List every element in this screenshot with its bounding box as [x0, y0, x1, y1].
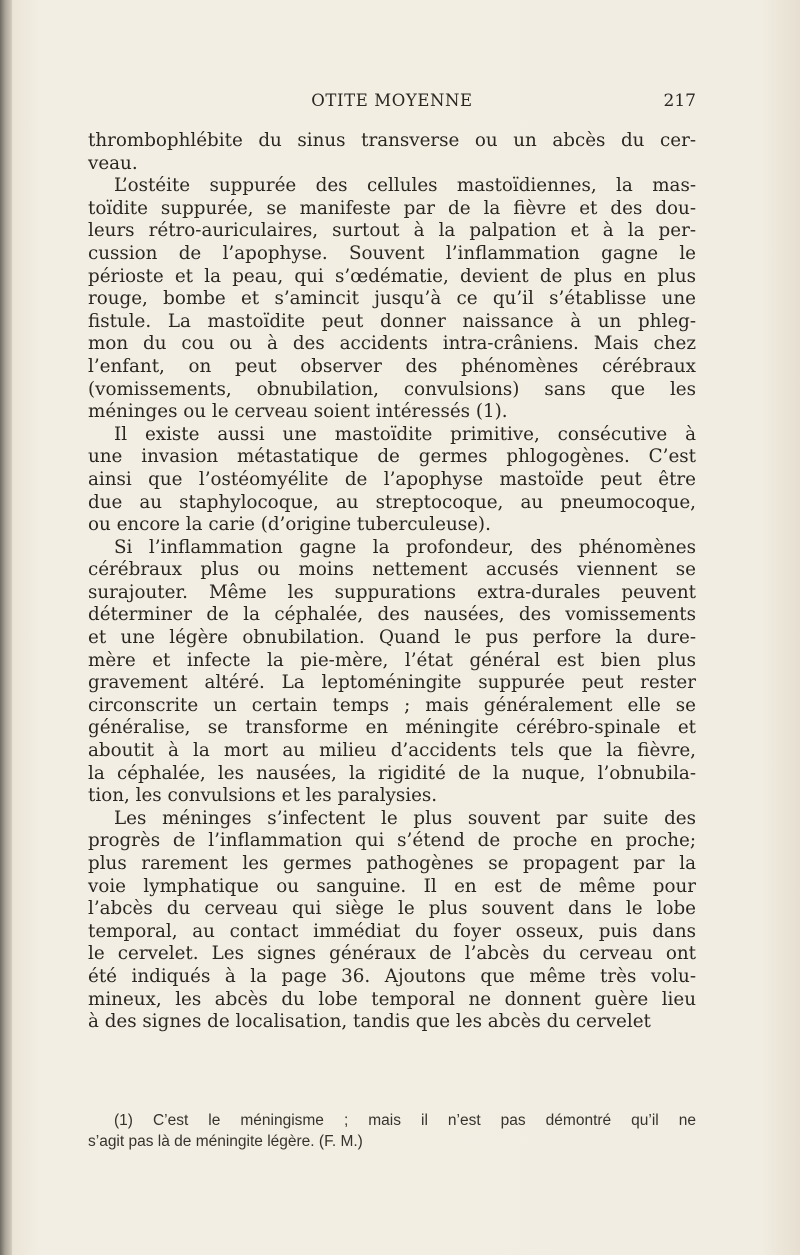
text-line: tion, les convulsions et les paralysies.	[88, 785, 438, 807]
text-line: temporal, au contact immédiat du foyer osseux, puis dans	[88, 920, 696, 942]
text-line: Si l’inflammation gagne la profondeur, des phénomènes	[114, 536, 696, 558]
paragraph	[88, 424, 696, 537]
footnotes	[88, 1110, 696, 1152]
text-line: aboutit à la mort au milieu d’accidents tels que la fièvre,	[88, 740, 696, 762]
footnote-line: s’agit pas là de méningite légère. (F. M.)	[88, 1133, 363, 1150]
paragraph	[88, 537, 696, 808]
text-line: Les méninges s’infectent le plus souvent par suite des	[114, 807, 696, 829]
text-line: Il existe aussi une mastoïdite primitive, consécutive à	[114, 423, 696, 445]
text-line: gravement altéré. La leptoméningite suppurée peut rester	[88, 672, 696, 694]
text-line: à des signes de localisation, tandis que les abcès du cervelet	[88, 1011, 651, 1033]
text-line: cérébraux plus ou moins nettement accusés viennent se	[88, 559, 696, 581]
page-binding-edge	[0, 0, 12, 1255]
page-header	[88, 91, 696, 115]
text-line: ou encore la carie (d’origine tuberculeuse).	[88, 514, 491, 536]
text-line: une invasion métastatique de germes phlogogènes. C’est	[88, 446, 696, 468]
text-line: plus rarement les germes pathogènes se propagent par la	[88, 853, 696, 874]
text-line: (vomissements, obnubilation, convulsions) sans que les	[88, 378, 696, 400]
running-title: OTITE MOYENNE	[311, 91, 473, 110]
text-line: cussion de l’apophyse. Souvent l’inflammation gagne le	[88, 242, 696, 264]
text-line: fistule. La mastoïdite peut donner naissance à un phleg-	[88, 310, 696, 332]
text-line: voie lymphatique ou sanguine. Il en est de même pour	[88, 875, 696, 897]
text-line: surajouter. Même les suppurations extra-durales peuvent	[88, 581, 696, 603]
paragraph	[88, 808, 696, 1034]
text-line: la céphalée, les nausées, la rigidité de la nuque, l’obnubila-	[88, 762, 696, 784]
text-line: périoste et la peau, qui s’œdématie, devient de plus en plus	[88, 265, 696, 287]
text-line: généralise, se transforme en méningite cérébro-spinale et	[88, 717, 696, 739]
text-line: mineux, les abcès du lobe temporal ne donnent guère lieu	[88, 988, 696, 1010]
text-line: mère et infecte la pie-mère, l’état général est bien plus	[88, 649, 696, 671]
text-line: progrès de l’inflammation qui s’étend de proche en proche;	[88, 830, 696, 852]
text-line: et une légère obnubilation. Quand le pus perfore la dure-	[88, 627, 696, 649]
text-line: ainsi que l’ostéomyélite de l’apophyse mastoïde peut être	[88, 468, 696, 490]
text-line: leurs rétro-auriculaires, surtout à la palpation et à la per-	[88, 220, 696, 242]
text-line: circonscrite un certain temps ; mais généralement elle se	[88, 694, 696, 716]
text-line: déterminer de la céphalée, des nausées, des vomissements	[88, 604, 696, 626]
footnote-line: (1) C’est le méningisme ; mais il n’est pas démontré qu’il ne	[114, 1112, 696, 1129]
paragraph	[88, 175, 696, 424]
text-line: toïdite suppurée, se manifeste par de la fièvre et des dou-	[88, 197, 696, 219]
text-line: L’ostéite suppurée des cellules mastoïdiennes, la mas-	[114, 175, 696, 197]
text-line: méninges ou le cerveau soient intéressés (1).	[88, 401, 508, 423]
text-line: veau.	[88, 152, 138, 174]
text-line: l’abcès du cerveau qui siège le plus souvent dans le lobe	[88, 898, 696, 920]
text-line: l’enfant, on peut observer des phénomènes cérébraux	[88, 355, 696, 377]
text-line: rouge, bombe et s’amincit jusqu’à ce qu’il s’établisse une	[88, 288, 696, 310]
text-line: thrombophlébite du sinus transverse ou un abcès du cer-	[88, 130, 696, 151]
body-text	[88, 130, 696, 1034]
text-line: le cervelet. Les signes généraux de l’abcès du cerveau ont	[88, 943, 696, 965]
text-line: été indiqués à la page 36. Ajoutons que même très volu-	[88, 965, 696, 987]
text-line: due au staphylocoque, au streptocoque, au pneumocoque,	[88, 491, 696, 513]
paragraph	[88, 130, 696, 175]
text-line: mon du cou ou à des accidents intra-crâniens. Mais chez	[88, 333, 696, 355]
page-number: 217	[663, 91, 696, 111]
